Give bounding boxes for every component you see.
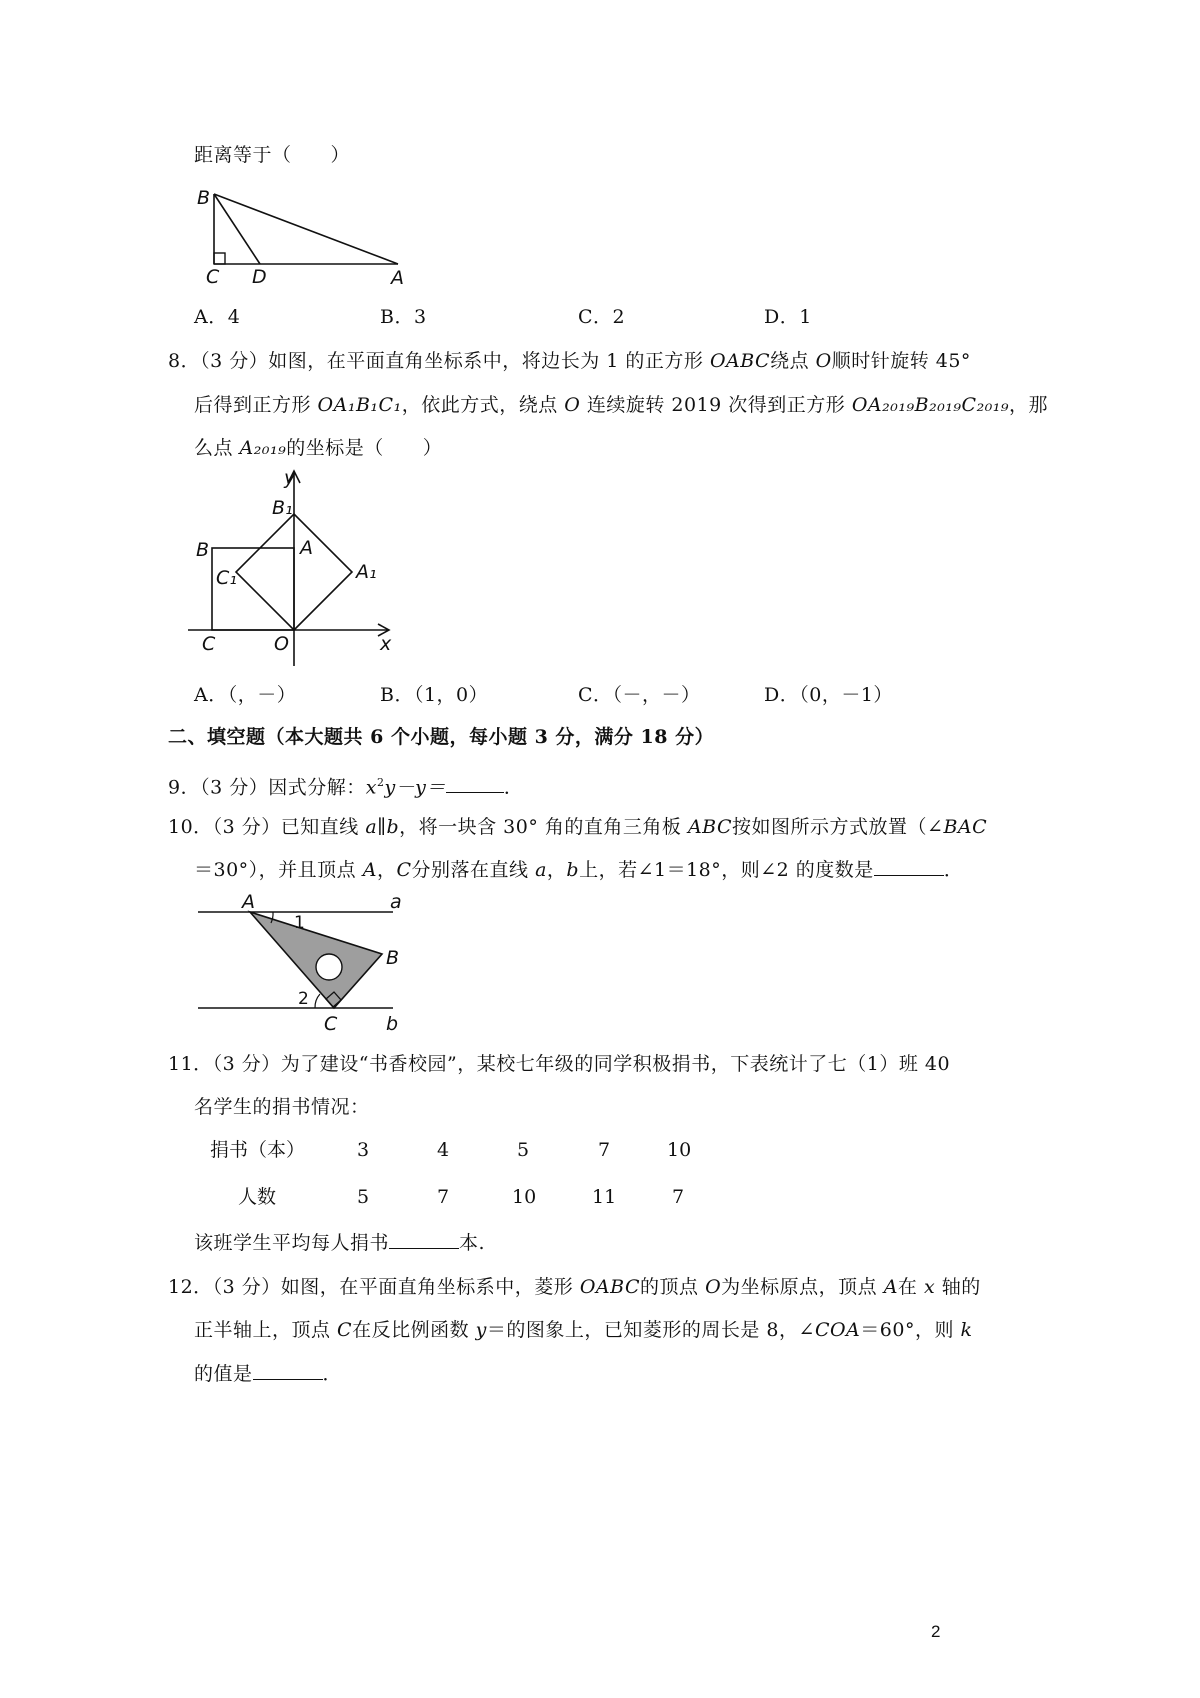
label-angle-1: 1 (294, 913, 305, 933)
table-cell: 7 (672, 1186, 685, 1208)
q8-line-3 (194, 435, 442, 461)
q8-option-c: C．（－，－） (578, 684, 701, 706)
q12-l1-tail: 轴的 (935, 1276, 981, 1298)
q8-l1-var2: O (815, 350, 832, 372)
q8-l2-var1: OA₁B₁C₁ (317, 394, 402, 416)
q12-l2-var2: y (475, 1319, 487, 1341)
q10-l2-var2: C (396, 859, 412, 881)
q8-l1-tail: 顺时针旋转 45° (831, 350, 971, 372)
section-2-title: 二、填空题（本大题共 6 个小题，每小题 3 分，满分 18 分） (168, 726, 715, 748)
q12-line-1 (168, 1274, 981, 1300)
q10-line-1 (168, 814, 987, 840)
q8-l2-var2: O (564, 394, 581, 416)
page-number: 2 (931, 1622, 941, 1641)
q7-option-a: A．4 (194, 306, 241, 328)
q12-l1-var4: x (923, 1276, 936, 1298)
q10-answer-blank[interactable] (874, 857, 944, 876)
q9-expr-x: x (365, 776, 377, 799)
q12-l2-mid: 在反比例函数 (352, 1319, 476, 1341)
q8-option-a: A．（，－） (194, 684, 297, 706)
q10-l2-end: ． (943, 859, 964, 881)
q10-l2-var4: b (566, 859, 580, 881)
label-A: A (391, 267, 404, 289)
q9-expr-rest: y－y＝ (384, 776, 446, 799)
table-cell: 7 (437, 1186, 450, 1208)
q12-l2-var1: C (337, 1319, 353, 1341)
q9-expr-sup: 2 (376, 776, 385, 789)
table-cell: 7 (598, 1139, 611, 1161)
table-header-people: 人数 (238, 1186, 277, 1208)
q10-triangle-ruler-figure (198, 890, 418, 1035)
q7-triangle-figure (190, 180, 420, 290)
q12-line-3 (194, 1361, 342, 1387)
q8-line-2 (194, 392, 1048, 418)
q10-l1-var1: a∥b (365, 816, 400, 838)
q12-l1-head: 12．（3 分）如图，在平面直角坐标系中，菱形 (168, 1276, 580, 1298)
table-cell: 11 (592, 1186, 617, 1208)
q11-line-2: 名学生的捐书情况： (194, 1096, 370, 1118)
table-cell: 10 (512, 1186, 537, 1208)
label-B1: B₁ (272, 497, 293, 519)
label-A: A (242, 891, 255, 913)
label-A: A (300, 537, 313, 559)
table-cell: 10 (667, 1139, 692, 1161)
q12-l3-end: ． (322, 1363, 343, 1385)
q12-l2-var4: k (960, 1319, 973, 1341)
q10-l1-var2: ABC (687, 816, 733, 838)
table-cell: 5 (517, 1139, 530, 1161)
label-D: D (252, 266, 267, 288)
table-header-books: 捐书（本） (210, 1139, 306, 1161)
q10-line-2 (194, 857, 963, 883)
label-C: C (324, 1013, 338, 1035)
q12-l1-var2: O (705, 1276, 722, 1298)
label-B: B (386, 947, 400, 969)
q11-tail-head: 该班学生平均每人捐书 (194, 1232, 390, 1254)
q10-l1-head: 10．（3 分）已知直线 (168, 816, 366, 838)
q8-l1-text: 8．（3 分）如图，在平面直角坐标系中，将边长为 1 的正方形 (168, 350, 710, 372)
q8-option-d: D．（0，－1） (764, 684, 893, 706)
q12-l1-mid: 的顶点 (640, 1276, 706, 1298)
label-A1: A₁ (356, 561, 377, 583)
q8-l2-mid2: 连续旋转 2019 次得到正方形 (580, 394, 852, 416)
q10-l2-var1: A (362, 859, 377, 881)
label-O: O (274, 633, 289, 655)
label-C: C (202, 633, 216, 655)
label-C: C (206, 266, 220, 288)
label-y: y (284, 467, 296, 489)
q10-l1-var3: BAC (943, 816, 988, 838)
q7-option-c: C．2 (578, 306, 626, 328)
table-cell: 3 (357, 1139, 370, 1161)
q12-l1-var3: A (883, 1276, 898, 1298)
label-x: x (380, 633, 392, 655)
q10-l2-head: ＝30°），并且顶点 (194, 859, 363, 881)
q12-l1-mid2: 为坐标原点，顶点 (721, 1276, 884, 1298)
q8-l3-var: A₂₀₁₉ (239, 437, 287, 459)
q10-l2-mid: 分别落在直线 (411, 859, 536, 881)
q8-option-b: B．（1，0） (380, 684, 489, 706)
q12-l2-tail2: ＝60°，则 (860, 1319, 961, 1341)
q11-tail (194, 1230, 485, 1256)
q8-l3-head: 么点 (194, 437, 240, 459)
q10-l2-var3: a (535, 859, 547, 881)
q12-l2-head: 正半轴上，顶点 (194, 1319, 338, 1341)
q8-l2-tail: ，那 (1009, 394, 1049, 416)
q12-l3-head: 的值是 (194, 1363, 253, 1385)
q10-l2-tail: 上，若∠1＝18°，则∠2 的度数是 (579, 859, 874, 881)
q8-l2-head: 后得到正方形 (194, 394, 318, 416)
q9-tail: ． (503, 776, 524, 799)
table-cell: 5 (357, 1186, 370, 1208)
label-B: B (196, 539, 210, 561)
q7-option-d: D．1 (764, 306, 812, 328)
label-C1: C₁ (216, 567, 237, 589)
q10-l1-mid: ，将一块含 30° 角的直角三角板 (399, 816, 688, 838)
q12-l1-mid3: 在 (897, 1276, 924, 1298)
q8-l2-var3: OA₂₀₁₉B₂₀₁₉C₂₀₁₉ (851, 394, 1010, 416)
q12-answer-blank[interactable] (253, 1361, 323, 1380)
q9-answer-blank[interactable] (446, 774, 504, 793)
q10-l2-sep: ， (376, 859, 397, 881)
q8-l3-tail: 的坐标是（ ） (286, 437, 443, 459)
q12-line-2 (194, 1317, 973, 1343)
q10-l2-sep2: ， (546, 859, 567, 881)
q12-l1-var1: OABC (579, 1276, 641, 1298)
q8-l2-mid: ，依此方式，绕点 (401, 394, 565, 416)
q9-line (168, 770, 523, 800)
q10-l1-mid2: 按如图所示方式放置（∠ (732, 816, 944, 838)
label-b: b (386, 1013, 399, 1035)
q8-line-1 (168, 348, 971, 374)
q12-l2-tail: ＝的图象上，已知菱形的周长是 8，∠ (486, 1319, 815, 1341)
label-angle-2: 2 (298, 989, 309, 1009)
label-a: a (390, 891, 402, 913)
q8-rotation-figure (188, 466, 408, 666)
label-B: B (197, 187, 211, 209)
q11-answer-blank[interactable] (389, 1230, 459, 1249)
q11-tail-end: 本. (459, 1232, 486, 1254)
q8-l1-var1: OABC (709, 350, 771, 372)
q9-head: 9．（3 分）因式分解： (168, 776, 366, 799)
q12-l2-var3: COA (814, 1319, 861, 1341)
q7-stem-tail: 距离等于（ ） (194, 144, 351, 166)
q8-l1-mid: 绕点 (770, 350, 816, 372)
table-cell: 4 (437, 1139, 450, 1161)
q7-option-b: B．3 (380, 306, 427, 328)
q11-line-1: 11．（3 分）为了建设“书香校园”，某校七年级的同学积极捐书，下表统计了七（1）班 40 (168, 1053, 951, 1075)
